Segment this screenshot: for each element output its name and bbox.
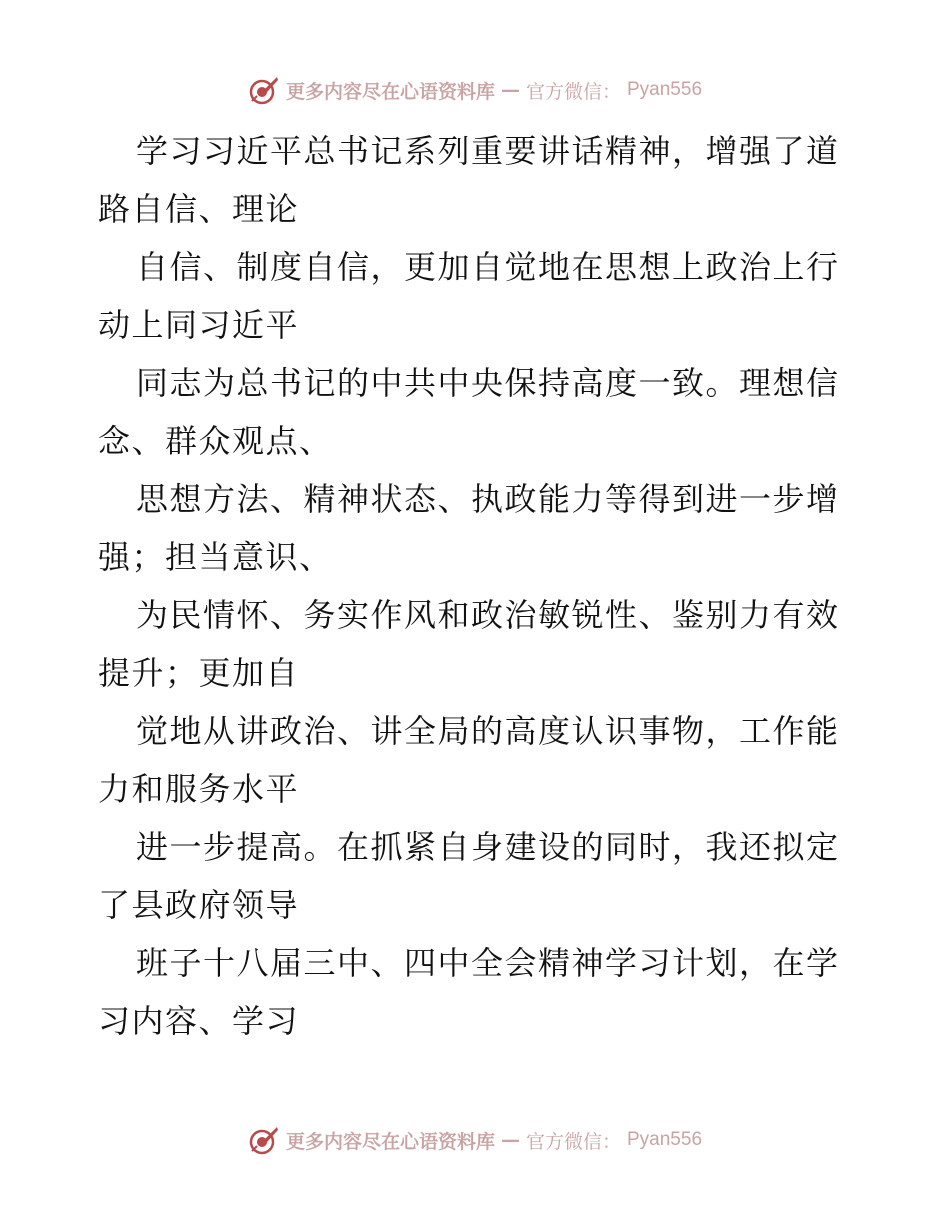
- quill-pen-logo-icon: [248, 1124, 280, 1156]
- footer-banner: [0, 1122, 950, 1158]
- quill-pen-logo-icon: [248, 74, 280, 106]
- paragraph-line: 自信、制度自信，更加自觉地在思想上政治上行: [136, 248, 840, 286]
- banner-wechat-label: 官方微信：: [525, 80, 621, 103]
- paragraph-line: 思想方法、精神状态、执政能力等得到进一步增: [136, 480, 840, 518]
- paragraph-line: 学习习近平总书记系列重要讲话精神，增强了道: [136, 132, 840, 170]
- paragraph-line-continued: 提升；更加自: [98, 654, 300, 692]
- banner-wechat-id: Pyan556: [627, 1129, 703, 1150]
- paragraph: [98, 238, 858, 354]
- paragraph: [98, 702, 858, 818]
- paragraph: [98, 818, 858, 934]
- header-banner: [0, 72, 950, 108]
- paragraph: [98, 586, 858, 702]
- banner-wechat-label: 官方微信：: [525, 1130, 621, 1153]
- paragraph-line: 同志为总书记的中共中央保持高度一致。理想信: [136, 364, 840, 402]
- paragraph-line-continued: 念、群众观点、: [98, 422, 333, 460]
- banner-site-text: 更多内容尽在心语资料库: [285, 80, 495, 103]
- paragraph-line-continued: 路自信、理论: [98, 190, 300, 228]
- paragraph-line-continued: 习内容、学习: [98, 1002, 300, 1040]
- paragraph-line-continued: 动上同习近平: [98, 306, 300, 344]
- paragraph-line: 班子十八届三中、四中全会精神学习计划，在学: [136, 944, 840, 982]
- banner-wechat-id: Pyan556: [627, 79, 703, 100]
- paragraph-line-continued: 了县政府领导: [98, 886, 300, 924]
- paragraph-line-continued: 力和服务水平: [98, 770, 300, 808]
- paragraph: [98, 470, 858, 586]
- paragraph-line: 为民情怀、务实作风和政治敏锐性、鉴别力有效: [136, 596, 840, 634]
- paragraph-line: 进一步提高。在抓紧自身建设的同时，我还拟定: [136, 828, 840, 866]
- banner-site-text: 更多内容尽在心语资料库: [285, 1130, 495, 1153]
- paragraph: [98, 354, 858, 470]
- paragraph-line-continued: 强；担当意识、: [98, 538, 333, 576]
- paragraph: [98, 934, 858, 1050]
- paragraph-line: 觉地从讲政治、讲全局的高度认识事物，工作能: [136, 712, 840, 750]
- body-text: [98, 122, 858, 1050]
- banner-separator: —: [500, 79, 520, 101]
- paragraph: [98, 122, 858, 238]
- banner-separator: —: [500, 1129, 520, 1151]
